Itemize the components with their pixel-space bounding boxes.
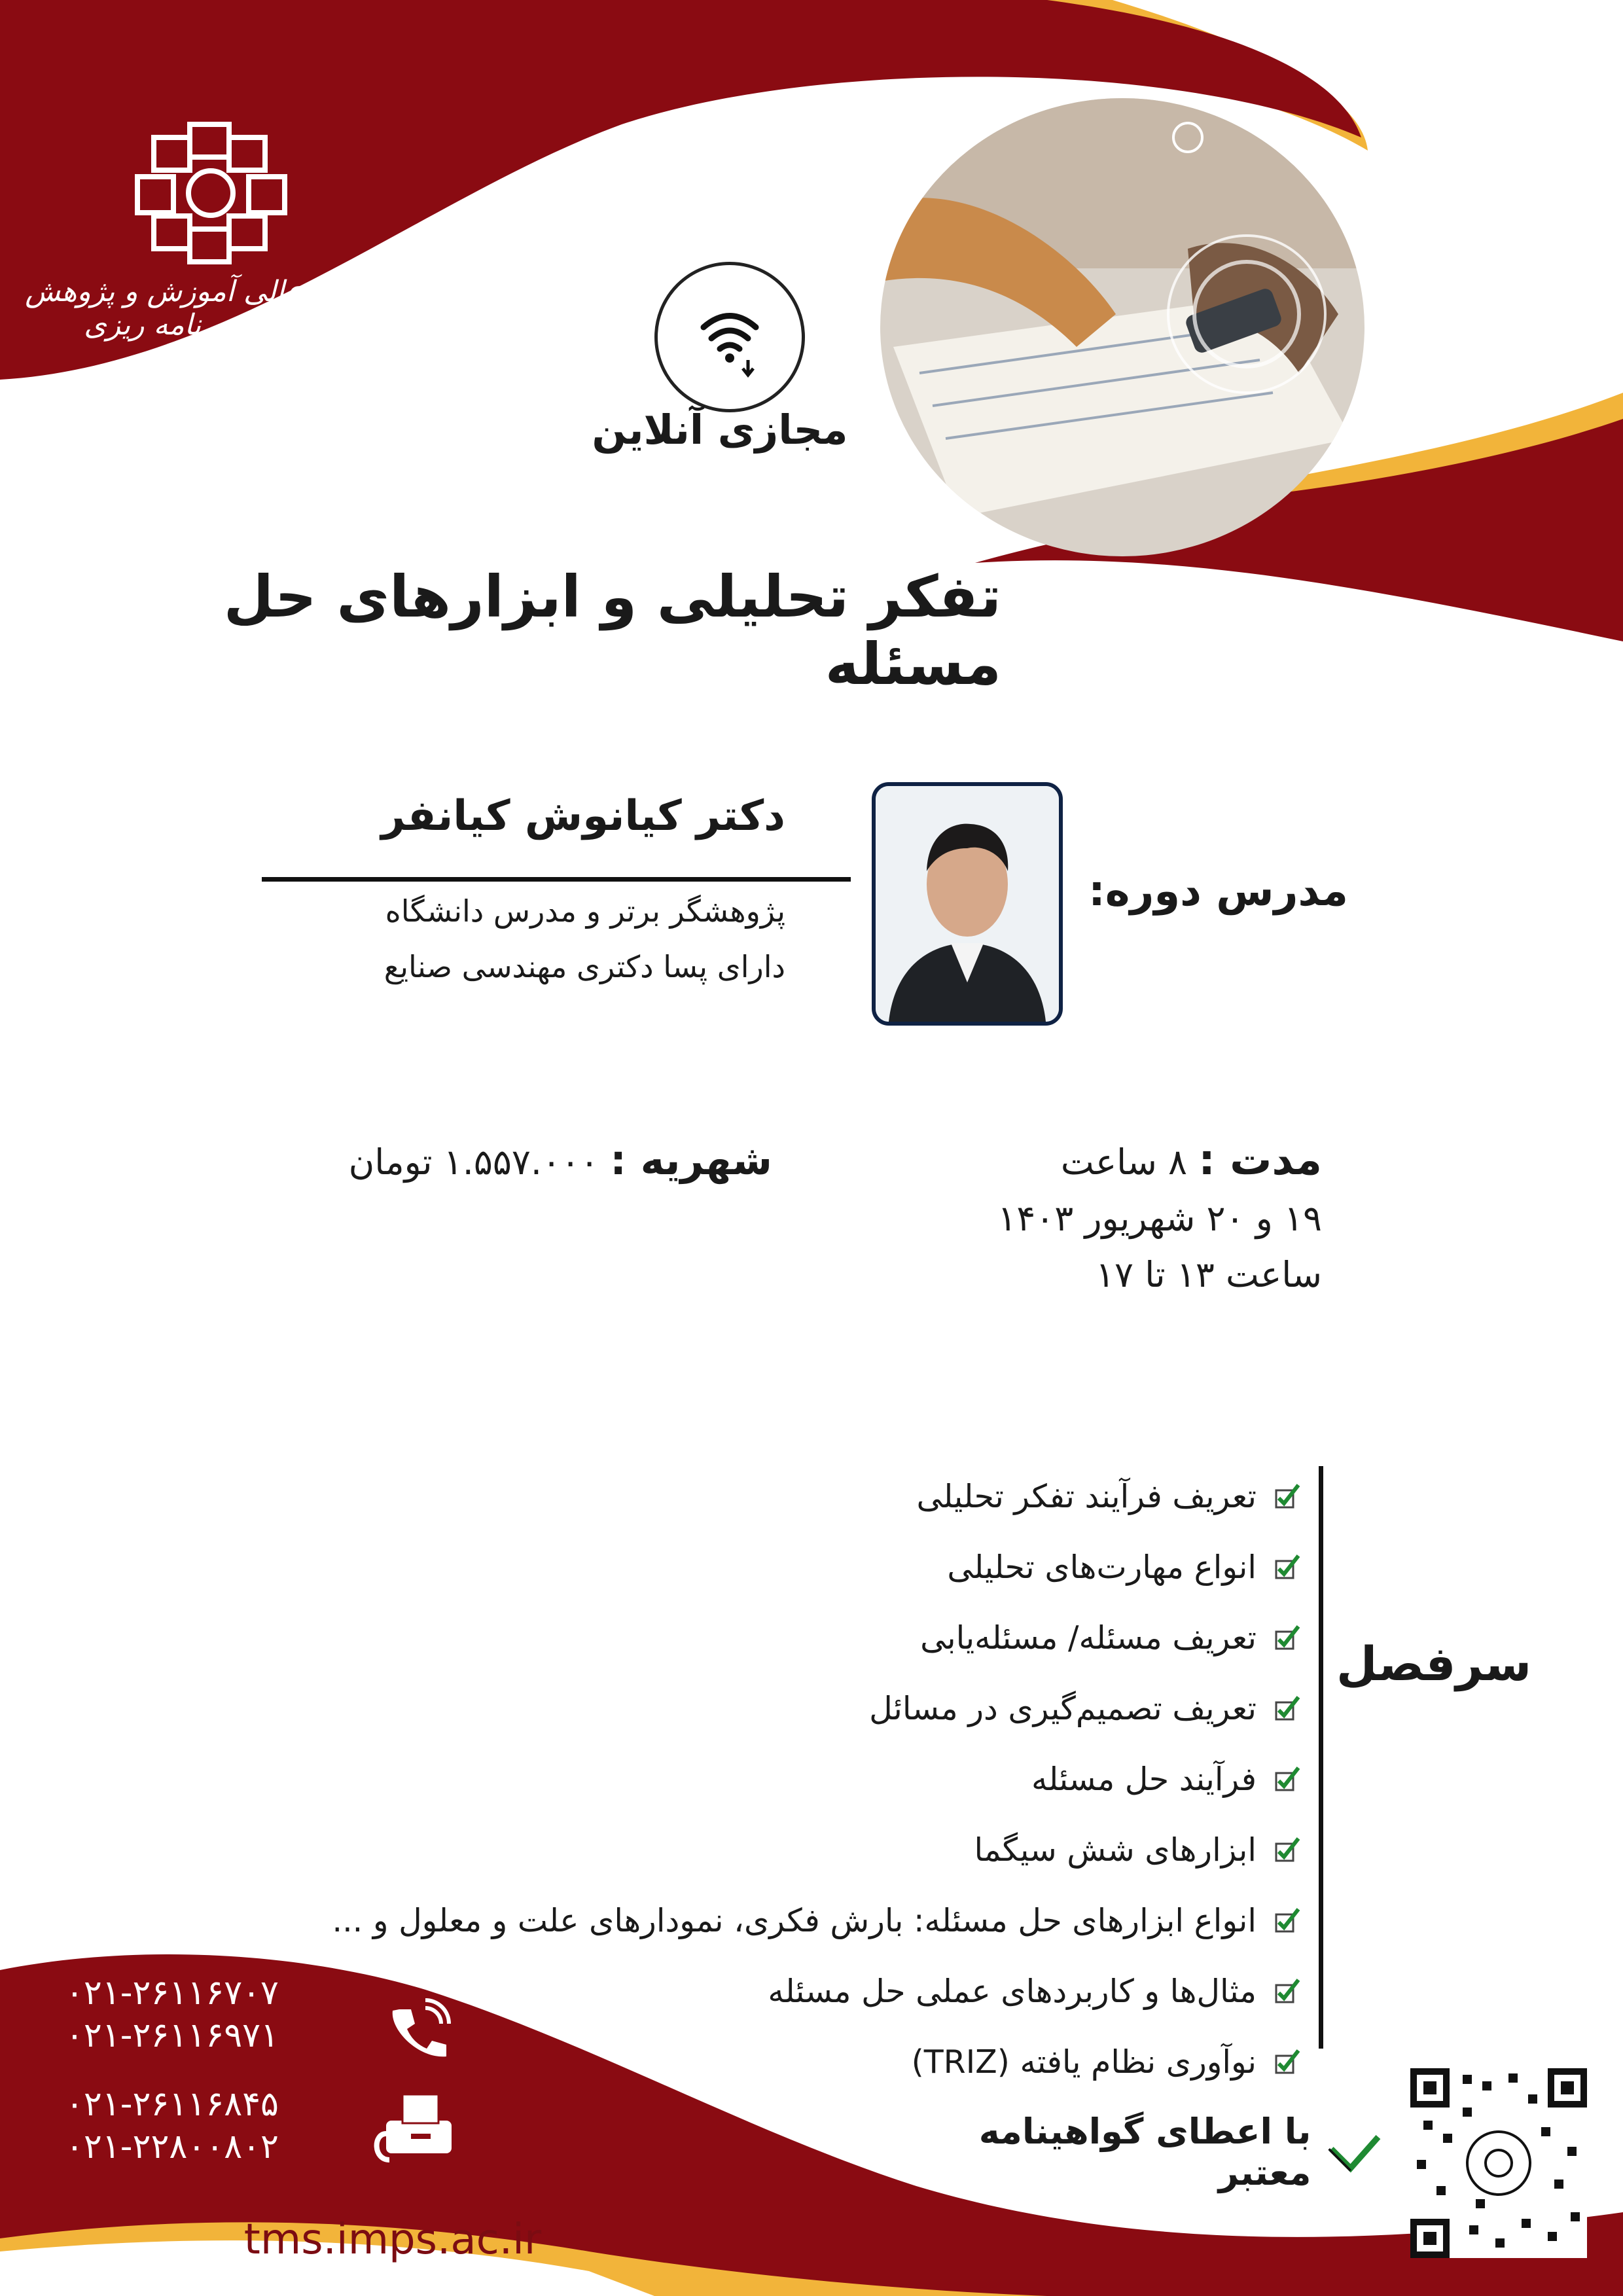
syllabus-title: سرفصل <box>1336 1636 1531 1691</box>
check-icon <box>1272 1835 1302 1865</box>
instructor-photo <box>872 782 1063 1026</box>
course-dates: ۱۹ و ۲۰ شهریور ۱۴۰۳ <box>997 1198 1322 1239</box>
phone-icon <box>380 1996 452 2068</box>
wifi-icon <box>658 265 802 409</box>
instructor-name: دکتر کیانوش کیانفر <box>381 792 785 840</box>
online-label: مجازی آنلاین <box>592 406 848 454</box>
duration-block <box>851 1132 1322 1303</box>
course-title: تفکر تحلیلی و ابزارهای حل مسئله <box>223 563 1001 698</box>
fee-value: ۱.۵۵۷.۰۰۰ تومان <box>348 1141 599 1183</box>
fax-number: ۰۲۱-۲۶۱۱۶۸۴۵ <box>65 2085 279 2124</box>
fee-block <box>196 1132 772 1191</box>
duration-value: ۸ ساعت <box>1060 1141 1188 1183</box>
check-icon <box>1272 1764 1302 1794</box>
name-divider <box>262 877 851 882</box>
online-badge <box>654 262 805 412</box>
phone-number: ۰۲۱-۲۶۱۱۶۷۰۷ <box>65 1973 279 2013</box>
hero-image <box>880 98 1364 556</box>
syllabus-item: فرآیند حل مسئله <box>262 1744 1302 1814</box>
course-hours: ساعت ۱۳ تا ۱۷ <box>1096 1254 1322 1295</box>
check-icon <box>1327 2129 1381 2175</box>
qr-code[interactable] <box>1410 2068 1587 2258</box>
check-icon <box>1272 1623 1302 1653</box>
syllabus-item: نوآوری نظام یافته (TRIZ) <box>262 2026 1302 2097</box>
fax-icon <box>373 2081 465 2173</box>
syllabus-item: انواع ابزارهای حل مسئله: بارش فکری، نمودارهای علت و معلول و ... <box>262 1885 1302 1956</box>
phone-number: ۰۲۱-۲۶۱۱۶۹۷۱ <box>65 2016 279 2055</box>
syllabus-item: تعریف مسئله/ مسئله‌یابی <box>262 1602 1302 1673</box>
fax-number: ۰۲۱-۲۲۸۰۰۸۰۲ <box>65 2127 279 2166</box>
institute-logo <box>131 118 301 268</box>
check-icon <box>1272 1481 1302 1511</box>
check-icon <box>1272 1905 1302 1935</box>
duration-label: مدت : <box>1198 1136 1322 1185</box>
syllabus-item: تعریف تصمیم‌گیری در مسائل <box>262 1673 1302 1744</box>
certificate-note <box>910 2111 1381 2193</box>
check-icon <box>1272 1693 1302 1723</box>
syllabus-item: مثال‌ها و کاربردهای عملی حل مسئله <box>262 1956 1302 2026</box>
institute-name: موسسه عالی آموزش و پژوهش مدیریت و برنامه ریزی <box>25 275 407 342</box>
check-icon <box>1272 1976 1302 2006</box>
syllabus-item: ابزارهای شش سیگما <box>262 1814 1302 1885</box>
syllabus-item: انواع مهارت‌های تحلیلی <box>262 1532 1302 1602</box>
syllabus-item: تعریف فرآیند تفکر تحلیلی <box>262 1461 1302 1532</box>
check-icon <box>1272 1552 1302 1582</box>
certificate-text: با اعطای گواهینامه معتبر <box>978 2111 1311 2193</box>
instructor-label: مدرس دوره: <box>1088 867 1348 916</box>
instructor-bio-line: دارای پسا دکتری مهندسی صنایع <box>383 949 785 984</box>
fee-label: شهریه : <box>610 1136 772 1184</box>
website-link[interactable]: tms.imps.ac.ir <box>243 2215 542 2264</box>
check-icon <box>1272 2047 1302 2077</box>
syllabus-divider <box>1319 1466 1323 2049</box>
instructor-bio-line: پژوهشگر برتر و مدرس دانشگاه <box>385 893 785 929</box>
